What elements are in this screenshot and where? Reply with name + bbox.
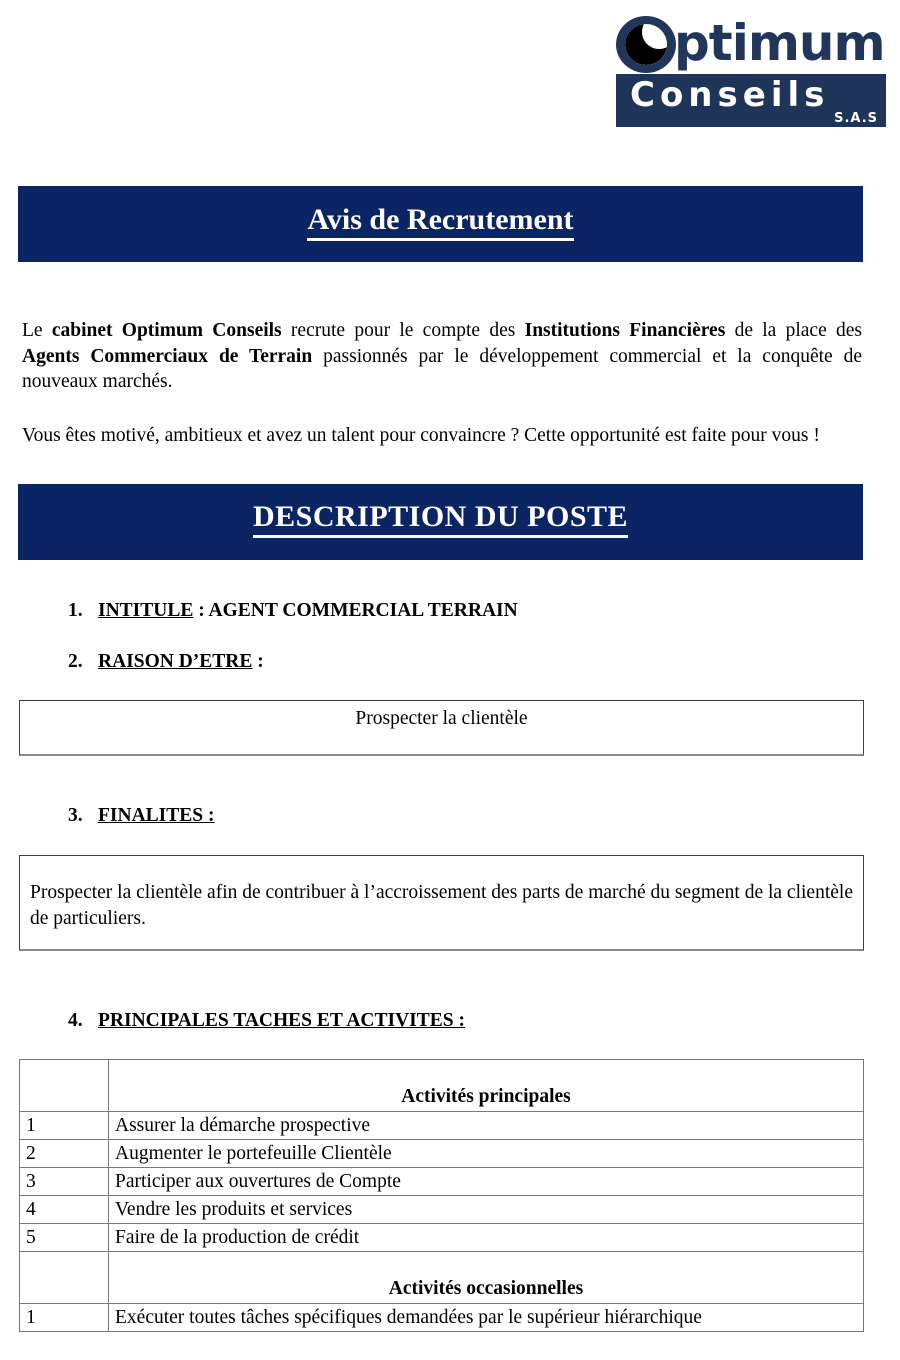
table-row	[20, 1196, 864, 1224]
row-activity: Participer aux ouvertures de Compte	[109, 1168, 864, 1196]
header-principales-num-cell	[20, 1060, 109, 1112]
section-1-number: 1.	[68, 600, 83, 621]
optimum-eye-icon	[616, 16, 676, 73]
row-activity: Assurer la démarche prospective	[109, 1112, 864, 1140]
intro-p1-prefix: Le	[22, 320, 52, 341]
raison-detre-box	[19, 700, 864, 756]
row-number: 1	[20, 1112, 109, 1140]
table-row	[20, 1140, 864, 1168]
section-3-label: FINALITES :	[98, 805, 215, 826]
intro-p1-bold-agents: Agents Commerciaux de Terrain	[22, 345, 313, 367]
section-item-finalites	[68, 805, 215, 827]
intro-p1-bold-institutions: Institutions Financières	[524, 320, 726, 341]
section-2-number: 2.	[68, 651, 83, 672]
row-activity: Exécuter toutes tâches spécifiques demandées par le supérieur hiérarchique	[109, 1304, 864, 1332]
row-number: 3	[20, 1168, 109, 1196]
table-row	[20, 1168, 864, 1196]
header-occasionnelles-label: Activités occasionnelles	[109, 1252, 864, 1304]
logo-wordmark-conseils: Conseils	[630, 75, 830, 115]
row-number: 5	[20, 1224, 109, 1252]
table-header-row-principales	[20, 1060, 864, 1112]
finalites-text: Prospecter la clientèle afin de contribuer à l’accroissement des parts de marché du segment de la clientèle de particuliers.	[30, 882, 853, 929]
row-number: 2	[20, 1140, 109, 1168]
banner-avis-title: Avis de Recrutement	[307, 203, 573, 241]
table-row	[20, 1224, 864, 1252]
table-body	[20, 1060, 864, 1332]
section-item-taches-activites	[68, 1010, 465, 1032]
section-4-number: 4.	[68, 1010, 83, 1031]
intro-p1-bold-cabinet: cabinet Optimum Conseils	[51, 320, 282, 341]
table-row	[20, 1112, 864, 1140]
table-header-row-occasionnelles	[20, 1252, 864, 1304]
header-occasionnelles-num-cell	[20, 1252, 109, 1304]
section-2-label: RAISON D’ETRE	[98, 651, 253, 672]
section-4-label: PRINCIPALES TACHES ET ACTIVITES :	[98, 1010, 465, 1031]
intro-p1-mid-2: de la place des	[725, 320, 862, 341]
logo-legal-suffix: S.A.S	[834, 111, 878, 126]
section-2-colon: :	[252, 651, 264, 672]
company-logo	[608, 14, 886, 132]
logo-eye-inner	[625, 24, 667, 65]
header-principales-label: Activités principales	[109, 1060, 864, 1112]
row-number: 4	[20, 1196, 109, 1224]
section-item-raison-detre	[68, 651, 264, 673]
logo-top-row	[608, 14, 886, 76]
banner-description-title: DESCRIPTION DU POSTE	[253, 500, 628, 538]
banner-description-du-poste	[18, 484, 863, 560]
logo-wordmark-optimum: ptimum	[674, 14, 885, 72]
table-row	[20, 1304, 864, 1332]
row-number: 1	[20, 1304, 109, 1332]
row-activity: Augmenter le portefeuille Clientèle	[109, 1140, 864, 1168]
row-activity: Vendre les produits et services	[109, 1196, 864, 1224]
section-3-number: 3.	[68, 805, 83, 826]
intro-p1-mid-1: recrute pour le compte des	[281, 320, 525, 341]
finalites-box	[19, 855, 864, 951]
taches-activites-table	[19, 1059, 864, 1332]
row-activity: Faire de la production de crédit	[109, 1224, 864, 1252]
intro-p1-suffix: passionnés par le développement commercial et la conquête de nouveaux marchés.	[22, 345, 862, 392]
section-item-intitule	[68, 600, 518, 622]
section-1-value: : AGENT COMMERCIAL TERRAIN	[193, 600, 518, 621]
raison-detre-text: Prospecter la clientèle	[355, 708, 528, 729]
intro-paragraph-1	[22, 318, 862, 395]
logo-conseils-box	[616, 74, 886, 127]
intro-paragraph-2: Vous êtes motivé, ambitieux et avez un talent pour convaincre ? Cette opportunité est faite pour vous !	[22, 425, 820, 446]
banner-avis-de-recrutement	[18, 186, 863, 262]
section-1-label: INTITULE	[98, 600, 194, 621]
